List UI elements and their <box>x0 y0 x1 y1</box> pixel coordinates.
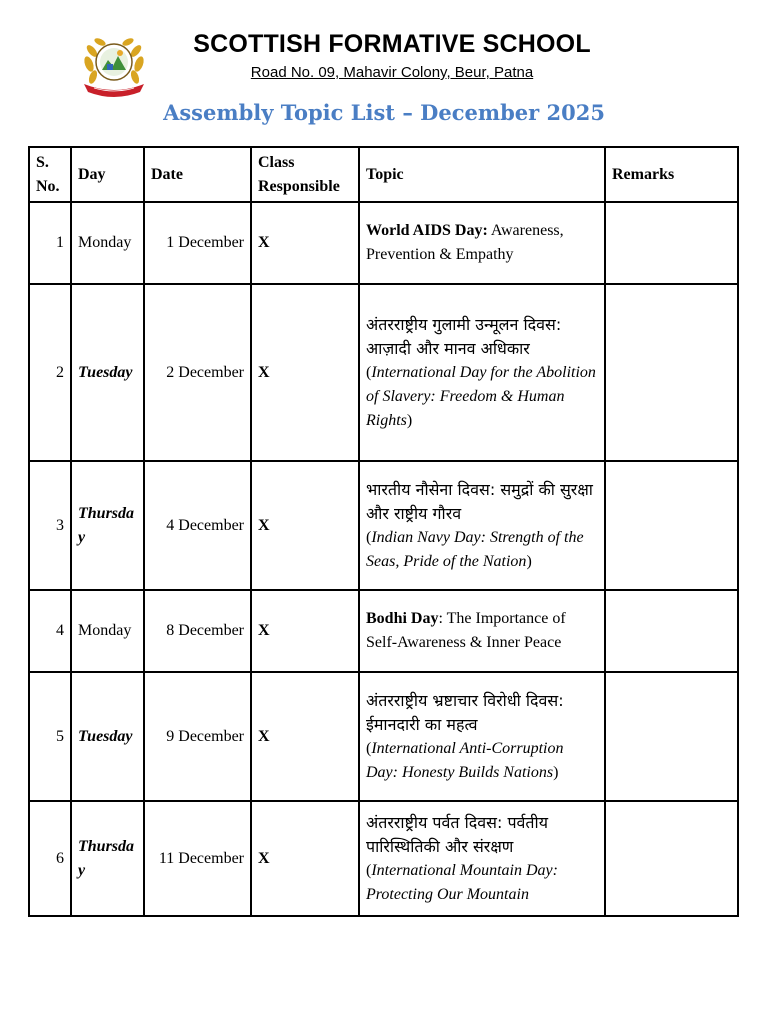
topic-english: Indian Navy Day: Strength of the Seas, Pride of the Nation <box>366 528 584 570</box>
assembly-topic-table <box>28 146 739 917</box>
row-day: Monday <box>71 590 144 672</box>
topic-english: International Anti-Corruption Day: Honesty Builds Nations <box>366 739 564 781</box>
row-topic <box>359 284 605 461</box>
topic-paren-close: ) <box>406 411 413 429</box>
row-topic <box>359 672 605 801</box>
header-date: Date <box>144 147 251 202</box>
row-remarks <box>605 461 738 590</box>
header-topic: Topic <box>359 147 605 202</box>
row-sno: 5 <box>29 672 71 801</box>
row-sno: 1 <box>29 202 71 284</box>
topic-english: International Mountain Day: Protecting Our Mountain <box>366 861 558 903</box>
table-row <box>29 202 738 284</box>
row-remarks <box>605 672 738 801</box>
row-topic <box>359 590 605 672</box>
topic-paren-open: ( <box>366 363 372 381</box>
topic-hindi: अंतरराष्ट्रीय भ्रष्टाचार विरोधी दिवस: ईमानदारी का महत्व <box>366 690 564 734</box>
row-date: 11 December <box>144 801 251 916</box>
topic-hindi: अंतरराष्ट्रीय गुलामी उन्मूलन दिवस: आज़ादी और मानव अधिकार <box>366 314 562 358</box>
row-class: X <box>251 202 359 284</box>
row-sno: 2 <box>29 284 71 461</box>
row-day: Thursday <box>71 801 144 916</box>
topic-paren-close: ) <box>526 552 532 570</box>
school-address: Road No. 09, Mahavir Colony, Beur, Patna <box>250 64 534 81</box>
row-remarks <box>605 202 738 284</box>
row-remarks <box>605 284 738 461</box>
row-day: Thursday <box>71 461 144 590</box>
row-class: X <box>251 284 359 461</box>
topic-hindi: भारतीय नौसेना दिवस: समुद्रों की सुरक्षा और राष्ट्रीय गौरव <box>366 479 593 523</box>
school-name: SCOTTISH FORMATIVE SCHOOL <box>193 30 591 58</box>
topic-title: Bodhi Day <box>366 610 439 627</box>
row-sno: 4 <box>29 590 71 672</box>
row-class: X <box>251 672 359 801</box>
row-date: 2 December <box>144 284 251 461</box>
topic-title: World AIDS Day: <box>366 222 488 239</box>
row-class: X <box>251 461 359 590</box>
row-date: 1 December <box>144 202 251 284</box>
row-topic <box>359 202 605 284</box>
row-date: 9 December <box>144 672 251 801</box>
topic-description: Awareness, Prevention & Empathy <box>366 222 564 263</box>
topic-description: : The Importance of Self-Awareness & Inner Peace <box>366 610 566 651</box>
topic-paren-open: ( <box>366 739 372 757</box>
row-topic <box>359 461 605 590</box>
topic-paren-close: ) <box>553 763 559 781</box>
topic-paren-open: ( <box>366 528 372 546</box>
topic-english: International Day for the Abolition of Slavery: Freedom & Human Rights <box>366 363 596 429</box>
row-sno: 3 <box>29 461 71 590</box>
row-sno: 6 <box>29 801 71 916</box>
row-topic <box>359 801 605 916</box>
table-row <box>29 461 738 590</box>
table-row <box>29 590 738 672</box>
table-row <box>29 672 738 801</box>
table-row <box>29 284 738 461</box>
table-row <box>29 801 738 916</box>
row-day: Tuesday <box>71 284 144 461</box>
school-logo <box>80 34 148 98</box>
table-header-row <box>29 147 738 202</box>
row-day: Tuesday <box>71 672 144 801</box>
row-class: X <box>251 590 359 672</box>
row-day: Monday <box>71 202 144 284</box>
row-remarks <box>605 590 738 672</box>
header-sno: S. No. <box>29 147 71 202</box>
row-date: 8 December <box>144 590 251 672</box>
topic-paren-open: ( <box>366 861 372 879</box>
header-remarks: Remarks <box>605 147 738 202</box>
row-class: X <box>251 801 359 916</box>
school-crest-icon <box>80 34 148 98</box>
document-title: Assembly Topic List – December 2025 <box>163 100 605 125</box>
topic-hindi: अंतरराष्ट्रीय पर्वत दिवस: पर्वतीय पारिस्थितिकी और संरक्षण <box>366 812 548 856</box>
row-date: 4 December <box>144 461 251 590</box>
header-class: Class Responsible <box>251 147 359 202</box>
header-day: Day <box>71 147 144 202</box>
row-remarks <box>605 801 738 916</box>
